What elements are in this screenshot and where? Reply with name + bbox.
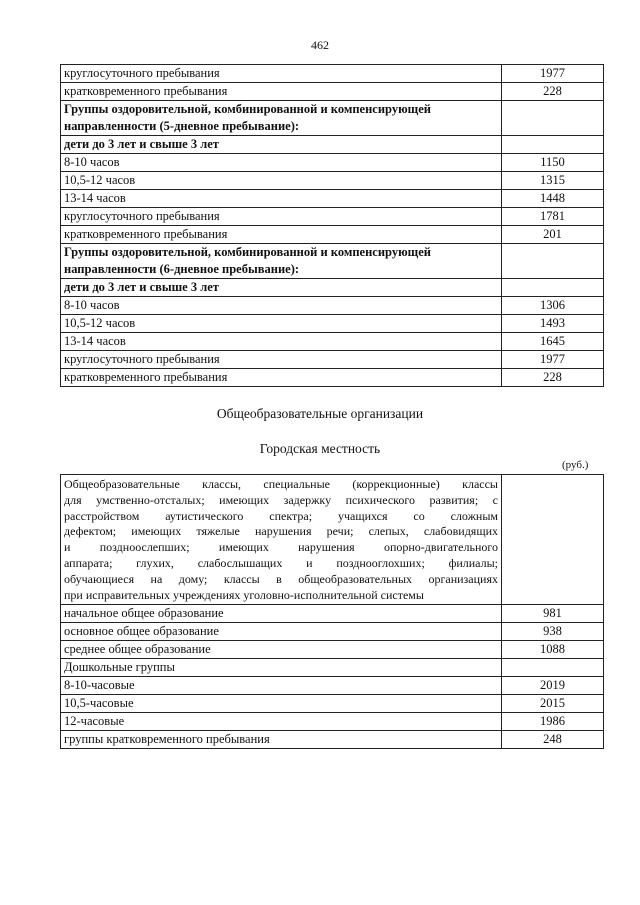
table-row <box>61 623 604 641</box>
row-value <box>502 244 604 279</box>
row-label: 8-10 часов <box>61 297 502 315</box>
row-value: 248 <box>502 731 604 749</box>
row-label: 13-14 часов <box>61 333 502 351</box>
row-label: круглосуточного пребывания <box>61 208 502 226</box>
table-row <box>61 695 604 713</box>
description-line: дефектом; имеющих тяжелые нарушения речи; слепых, слабовидящих <box>64 524 498 539</box>
tariff-table-general-education <box>60 474 604 749</box>
row-value: 228 <box>502 83 604 101</box>
row-value <box>502 279 604 297</box>
description-line: аппарата; глухих, слабослышащих и позднооглохших; филиалы; <box>64 555 498 570</box>
row-value <box>502 136 604 154</box>
page-number: 462 <box>311 38 329 52</box>
subsection-heading: Городская местность <box>259 441 381 456</box>
row-value: 1150 <box>502 154 604 172</box>
row-value: 1088 <box>502 641 604 659</box>
value-cell <box>502 475 604 605</box>
table-row <box>61 315 604 333</box>
row-value: 1448 <box>502 190 604 208</box>
row-value: 1977 <box>502 65 604 83</box>
row-label: 10,5-12 часов <box>61 315 502 333</box>
table-row <box>61 297 604 315</box>
row-value: 1493 <box>502 315 604 333</box>
row-value: 2019 <box>502 677 604 695</box>
description-line: обучающиеся на дому; классы в общеобразовательных организациях <box>64 571 498 586</box>
description-line: Общеобразовательные классы, специальные (коррекционные) классы <box>64 477 498 491</box>
row-label: Группы оздоровительной, комбинированной и компенсирующей направленности (6-дневное пребывание): <box>61 244 502 279</box>
row-label: кратковременного пребывания <box>61 83 502 101</box>
table-row <box>61 351 604 369</box>
row-label: 12-часовые <box>61 713 502 731</box>
table-row <box>61 244 604 279</box>
table-row <box>61 226 604 244</box>
row-label: 8-10 часов <box>61 154 502 172</box>
row-value: 2015 <box>502 695 604 713</box>
row-value: 201 <box>502 226 604 244</box>
row-label: Группы оздоровительной, комбинированной и компенсирующей направленности (5-дневное пребывание): <box>61 101 502 136</box>
row-label: кратковременного пребывания <box>61 369 502 387</box>
row-value: 1781 <box>502 208 604 226</box>
row-value <box>502 659 604 677</box>
row-value: 1977 <box>502 351 604 369</box>
row-label: 10,5-12 часов <box>61 172 502 190</box>
row-label: круглосуточного пребывания <box>61 351 502 369</box>
table-row <box>61 136 604 154</box>
row-label: круглосуточного пребывания <box>61 65 502 83</box>
row-value: 228 <box>502 369 604 387</box>
table-row <box>61 333 604 351</box>
table-row <box>61 154 604 172</box>
description-cell <box>61 475 502 605</box>
table-row <box>61 369 604 387</box>
unit-label: (руб.) <box>562 459 589 471</box>
row-label: группы кратковременного пребывания <box>61 731 502 749</box>
section-heading: Общеобразовательные организации <box>216 406 424 421</box>
table-row <box>61 641 604 659</box>
row-value: 1306 <box>502 297 604 315</box>
row-value: 981 <box>502 605 604 623</box>
row-label: дети до 3 лет и свыше 3 лет <box>61 279 502 297</box>
row-value: 1986 <box>502 713 604 731</box>
description-line: расстройством аутистического спектра; учащихся со сложным <box>64 508 498 523</box>
table-row <box>61 731 604 749</box>
table-row <box>61 605 604 623</box>
row-label: Дошкольные группы <box>61 659 502 677</box>
description-line: при исправительных учреждениях уголовно-исполнительной системы <box>64 587 424 602</box>
row-label: дети до 3 лет и свыше 3 лет <box>61 136 502 154</box>
table-row <box>61 279 604 297</box>
table-row <box>61 190 604 208</box>
row-label: основное общее образование <box>61 623 502 641</box>
table-row <box>61 475 604 605</box>
row-value <box>502 101 604 136</box>
row-label: 10,5-часовые <box>61 695 502 713</box>
table-row <box>61 208 604 226</box>
table-row <box>61 677 604 695</box>
row-label: 13-14 часов <box>61 190 502 208</box>
description-line: для умственно-отсталых; имеющих задержку психического развития; с <box>64 492 498 507</box>
row-label: среднее общее образование <box>61 641 502 659</box>
row-label: 8-10-часовые <box>61 677 502 695</box>
table-row <box>61 65 604 83</box>
table-row <box>61 172 604 190</box>
row-value: 1315 <box>502 172 604 190</box>
table-row <box>61 659 604 677</box>
row-label: кратковременного пребывания <box>61 226 502 244</box>
row-value: 938 <box>502 623 604 641</box>
description-line: и поздноослепших; имеющих нарушения опорно-двигательного <box>64 540 498 555</box>
table-row <box>61 101 604 136</box>
table-row <box>61 713 604 731</box>
tariff-table-preschool <box>60 64 604 387</box>
row-label: начальное общее образование <box>61 605 502 623</box>
row-value: 1645 <box>502 333 604 351</box>
table-row <box>61 83 604 101</box>
